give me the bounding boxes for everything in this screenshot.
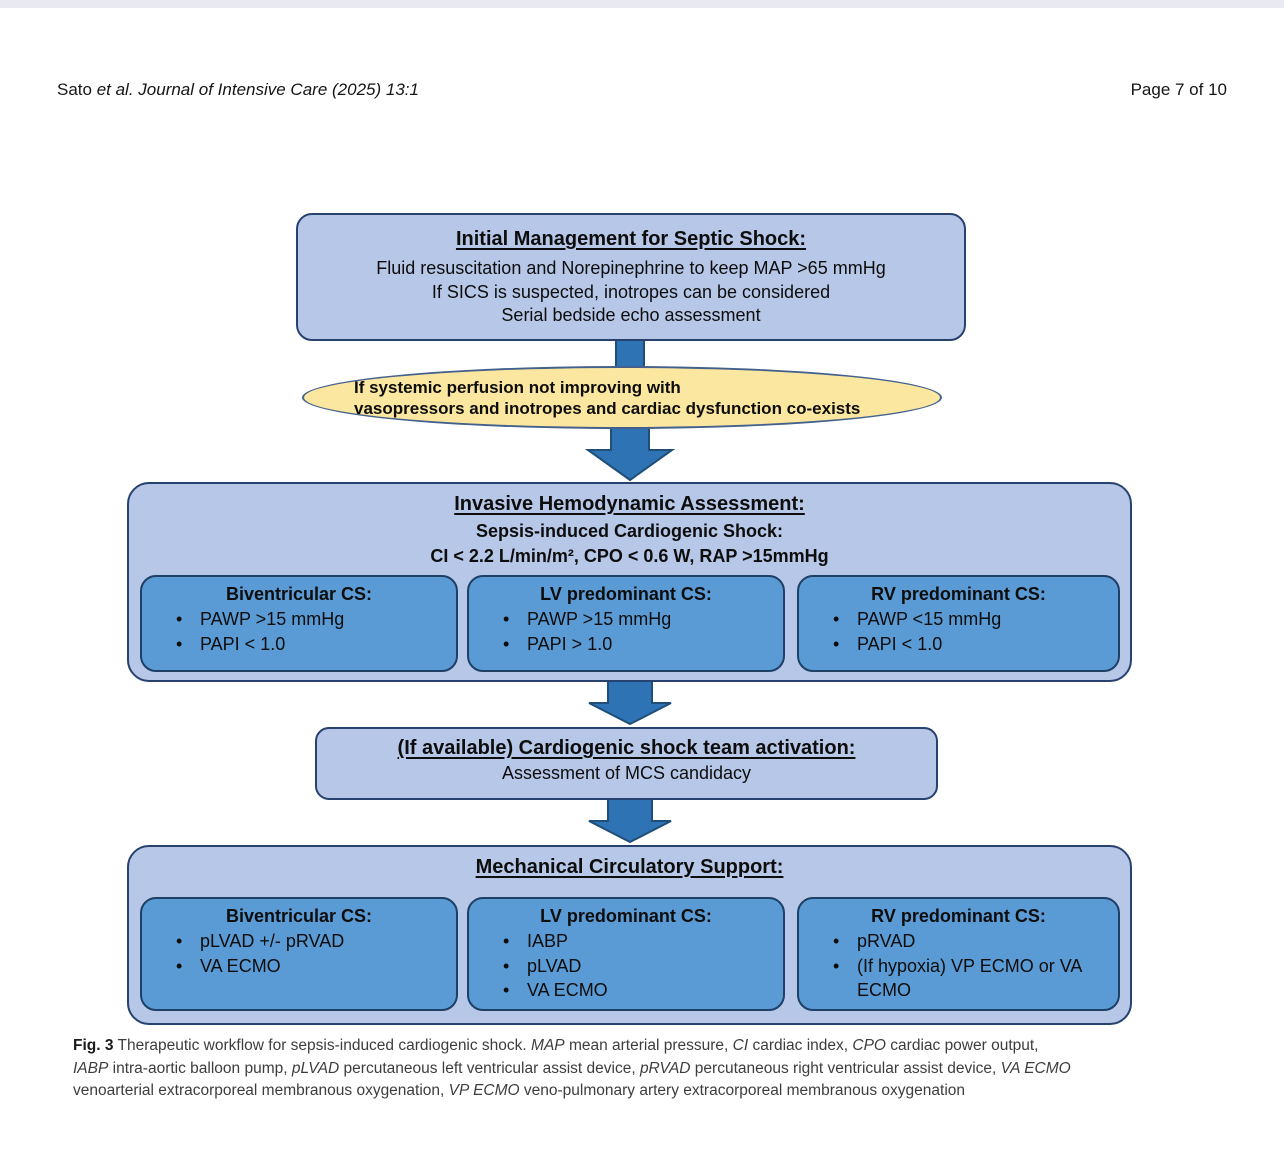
subbox-title: Biventricular CS:	[225, 584, 373, 604]
figure-caption	[73, 1035, 1213, 1103]
lv-predominant-cs-criteria-box	[467, 575, 785, 672]
down-arrow-icon	[585, 420, 675, 484]
subbox-title: Biventricular CS:	[225, 906, 373, 926]
initial-management-box	[296, 213, 966, 341]
bullet-item: • pRVAD	[833, 929, 1108, 954]
condition-ellipse	[302, 366, 942, 429]
rv-predominant-cs-mcs-box	[797, 897, 1120, 1011]
bullet-item: • PAPI < 1.0	[833, 632, 1108, 657]
bullet-item: • IABP	[503, 929, 773, 954]
bullet-item: • PAWP >15 mmHg	[176, 607, 446, 632]
condition-line: vasopressors and inotropes and cardiac dysfunction co-exists	[354, 398, 861, 418]
bullet-item: • VA ECMO	[176, 954, 446, 979]
subbox-title: RV predominant CS:	[871, 584, 1046, 604]
initial-management-line: Serial bedside echo assessment	[501, 305, 761, 325]
assessment-subtitle: Sepsis-induced Cardiogenic Shock:	[475, 521, 784, 541]
bullet-item: • PAWP <15 mmHg	[833, 607, 1108, 632]
bullet-list	[833, 607, 1108, 656]
bullet-item: • pLVAD	[503, 954, 773, 979]
shock-team-activation-box	[315, 727, 938, 800]
assessment-title: Invasive Hemodynamic Assessment:	[454, 493, 805, 515]
lv-predominant-cs-mcs-box	[467, 897, 785, 1011]
condition-line: If systemic perfusion not improving with	[354, 377, 681, 397]
assessment-criteria: CI < 2.2 L/min/m², CPO < 0.6 W, RAP >15mmHg	[430, 546, 829, 566]
down-arrow-connector	[614, 341, 646, 369]
bullet-list	[503, 607, 773, 656]
bullet-item: • PAWP >15 mmHg	[503, 607, 773, 632]
initial-management-line: If SICS is suspected, inotropes can be considered	[431, 281, 831, 302]
initial-management-line: Fluid resuscitation and Norepinephrine to keep MAP >65 mmHg	[376, 258, 886, 278]
rv-predominant-cs-criteria-box	[797, 575, 1120, 672]
bullet-item: • PAPI > 1.0	[503, 632, 773, 657]
bullet-list	[176, 929, 446, 978]
biventricular-cs-mcs-box	[140, 897, 458, 1011]
bullet-list	[503, 929, 773, 1003]
down-arrow-icon	[585, 682, 675, 727]
caption-line: venoarterial extracorporeal membranous oxygenation, VP ECMO veno-pulmonary artery extracorporeal membranous oxygenation	[73, 1082, 965, 1099]
team-activation-title: (If available) Cardiogenic shock team activation:	[397, 737, 856, 759]
subbox-title: RV predominant CS:	[871, 906, 1046, 926]
bullet-list	[833, 929, 1108, 1003]
down-arrow-icon	[585, 800, 675, 845]
bullet-item: • pLVAD +/- pRVAD	[176, 929, 446, 954]
mcs-title: Mechanical Circulatory Support:	[475, 856, 784, 878]
caption-line: IABP intra-aortic balloon pump, pLVAD percutaneous left ventricular assist device, pRVAD percutaneous right ventricular assist device, VA ECMO	[73, 1059, 1071, 1077]
top-accent-bar	[0, 0, 1284, 8]
header-citation: Sato et al. Journal of Intensive Care (2025) 13:1	[57, 80, 419, 99]
bullet-item: • (If hypoxia) VP ECMO or VA ECMO	[833, 954, 1108, 1003]
subbox-title: LV predominant CS:	[540, 906, 712, 926]
team-activation-line: Assessment of MCS candidacy	[501, 763, 752, 783]
bullet-item: • VA ECMO	[503, 978, 773, 1003]
initial-management-title: Initial Management for Septic Shock:	[455, 228, 807, 250]
caption-line: Fig. 3 Therapeutic workflow for sepsis-induced cardiogenic shock. MAP mean arterial pressure, CI cardiac index, CPO cardiac power output,	[73, 1037, 1039, 1054]
bullet-list	[176, 607, 446, 656]
bullet-item: • PAPI < 1.0	[176, 632, 446, 657]
biventricular-cs-criteria-box	[140, 575, 458, 672]
subbox-title: LV predominant CS:	[540, 584, 712, 604]
header-page-number: Page 7 of 10	[1130, 80, 1227, 99]
